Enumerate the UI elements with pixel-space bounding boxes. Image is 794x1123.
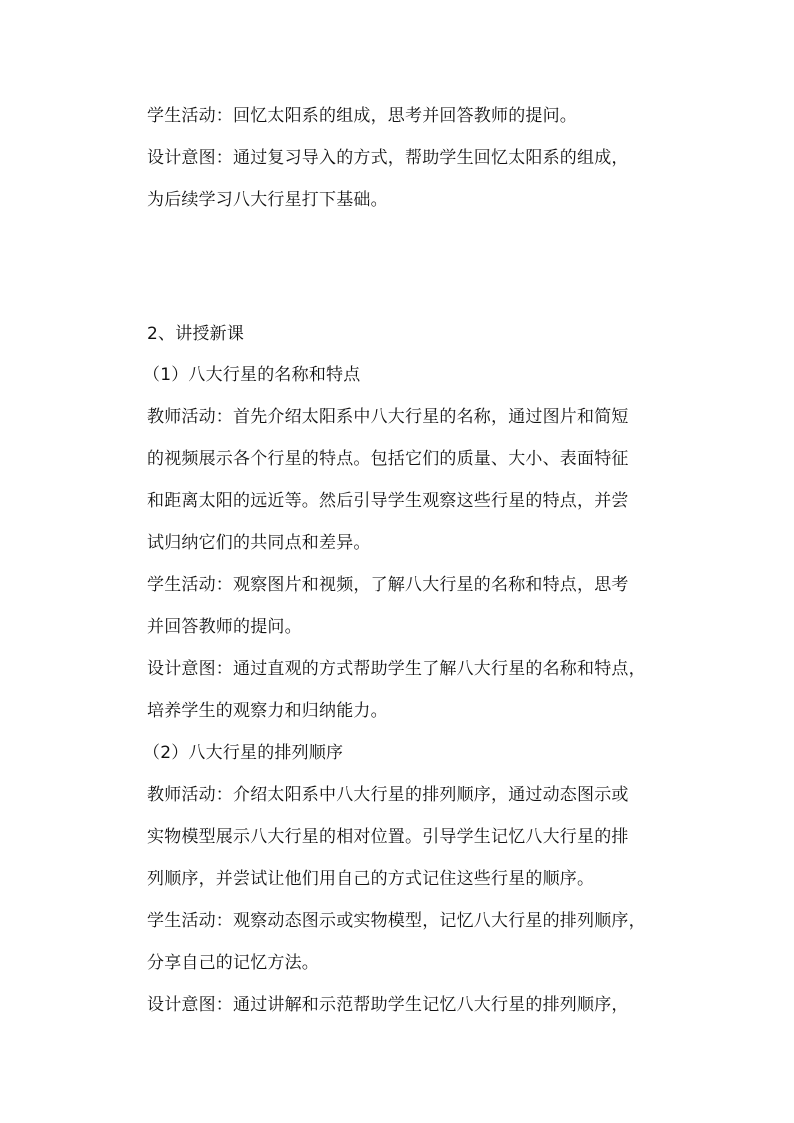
student-activity-2-line-1: 学生活动：观察动态图示或实物模型，记忆八大行星的排列顺序， [147, 911, 646, 931]
teacher-activity-1-line-4: 试归纳它们的共同点和差异。 [147, 533, 371, 553]
design-intent-2-line-1: 设计意图：通过讲解和示范帮助学生记忆八大行星的排列顺序， [147, 995, 629, 1015]
subsection-title-order: （2）八大行星的排列顺序 [143, 743, 344, 763]
teacher-activity-1-line-2: 的视频展示各个行星的特点。包括它们的质量、大小、表面特征 [147, 449, 629, 469]
design-intent-review-line-2: 为后续学习八大行星打下基础。 [147, 190, 388, 210]
teacher-activity-2-line-1: 教师活动：介绍太阳系中八大行星的排列顺序，通过动态图示或 [147, 785, 629, 805]
subsection-title-names-features: （1）八大行星的名称和特点 [143, 365, 361, 385]
section-heading-new-lesson: 2、讲授新课 [147, 324, 245, 344]
student-activity-review: 学生活动：回忆太阳系的组成，思考并回答教师的提问。 [147, 106, 577, 126]
student-activity-1-line-1: 学生活动：观察图片和视频，了解八大行星的名称和特点，思考 [147, 575, 629, 595]
teacher-activity-2-line-3: 列顺序，并尝试让他们用自己的方式记住这些行星的顺序。 [147, 869, 595, 889]
teacher-activity-2-line-2: 实物模型展示八大行星的相对位置。引导学生记忆八大行星的排 [147, 827, 629, 847]
design-intent-1-line-1: 设计意图：通过直观的方式帮助学生了解八大行星的名称和特点， [147, 659, 646, 679]
design-intent-1-line-2: 培养学生的观察力和归纳能力。 [147, 701, 388, 721]
teacher-activity-1-line-1: 教师活动：首先介绍太阳系中八大行星的名称，通过图片和简短 [147, 407, 629, 427]
design-intent-review-line-1: 设计意图：通过复习导入的方式，帮助学生回忆太阳系的组成， [147, 148, 629, 168]
student-activity-1-line-2: 并回答教师的提问。 [147, 617, 302, 637]
teacher-activity-1-line-3: 和距离太阳的远近等。然后引导学生观察这些行星的特点，并尝 [147, 491, 629, 511]
student-activity-2-line-2: 分享自己的记忆方法。 [147, 953, 319, 973]
